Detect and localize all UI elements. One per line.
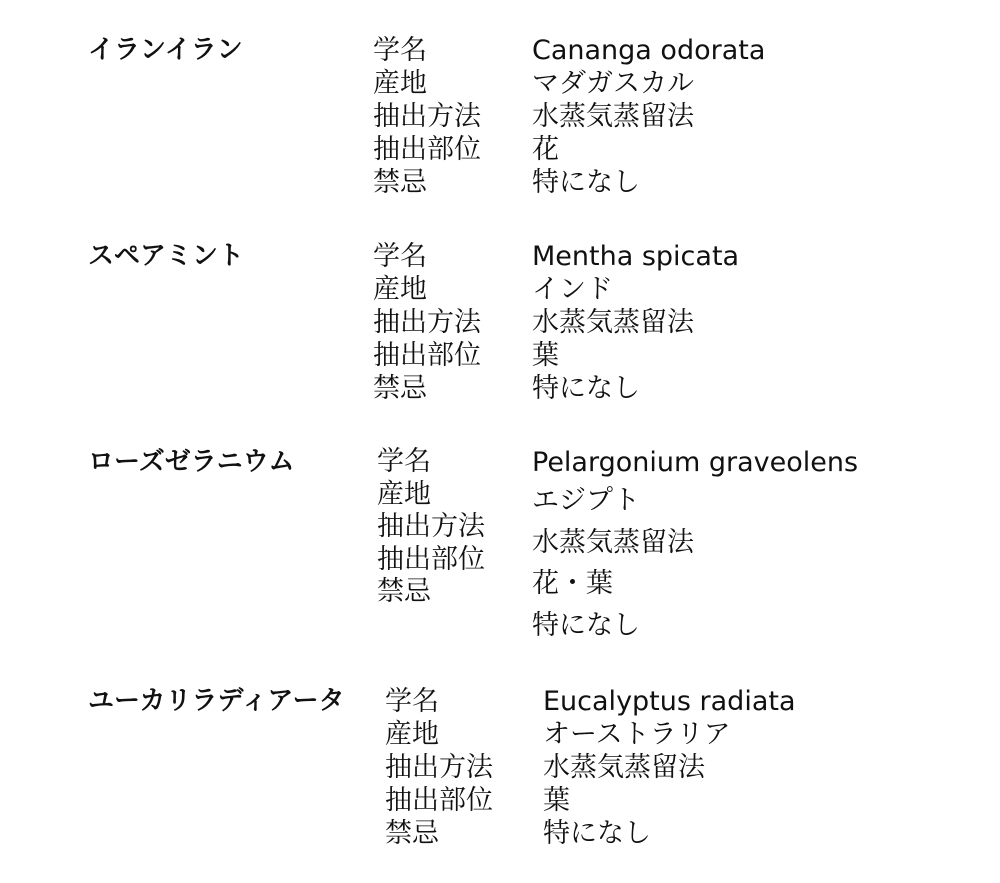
value-scientific-name: Eucalyptus radiata <box>543 686 796 717</box>
label-origin: 産地 <box>385 719 439 750</box>
label-extraction-method: 抽出方法 <box>373 101 481 132</box>
value-origin: オーストラリア <box>543 719 731 750</box>
label-origin: 産地 <box>373 68 427 99</box>
attribute-labels <box>373 34 481 199</box>
value-extraction-method: 水蒸気蒸留法 <box>532 101 694 132</box>
value-scientific-name: Mentha spicata <box>532 241 740 272</box>
label-origin: 産地 <box>377 478 431 510</box>
attribute-values <box>532 240 739 405</box>
value-contraindications: 特になし <box>532 167 640 198</box>
label-contraindications: 禁忌 <box>385 818 439 849</box>
label-scientific-name: 学名 <box>373 241 427 272</box>
value-extraction-part: 花 <box>532 134 559 165</box>
label-extraction-part: 抽出部位 <box>373 340 481 371</box>
attribute-labels <box>377 446 485 609</box>
label-extraction-method: 抽出方法 <box>385 752 493 783</box>
oil-name: ユーカリラディアータ <box>88 686 345 716</box>
attribute-values <box>543 685 796 850</box>
label-contraindications: 禁忌 <box>373 167 427 198</box>
label-scientific-name: 学名 <box>377 446 431 477</box>
label-extraction-part: 抽出部位 <box>377 543 485 575</box>
label-extraction-part: 抽出部位 <box>373 134 481 165</box>
label-scientific-name: 学名 <box>373 35 427 66</box>
value-scientific-name: Pelargonium graveolens <box>532 447 859 478</box>
oil-name: ローズゼラニウム <box>88 447 295 477</box>
label-extraction-part: 抽出部位 <box>385 785 493 816</box>
label-extraction-method: 抽出方法 <box>377 511 485 542</box>
label-extraction-method: 抽出方法 <box>373 307 481 338</box>
value-extraction-part: 葉 <box>543 785 570 816</box>
label-contraindications: 禁忌 <box>373 373 427 404</box>
value-contraindications: 特になし <box>532 609 640 641</box>
label-scientific-name: 学名 <box>385 686 439 717</box>
value-extraction-method: 水蒸気蒸留法 <box>532 526 694 558</box>
attribute-values <box>532 446 858 646</box>
oil-name: スペアミント <box>88 241 245 271</box>
value-extraction-part: 葉 <box>532 340 559 371</box>
label-origin: 産地 <box>373 274 427 305</box>
value-contraindications: 特になし <box>532 373 640 404</box>
attribute-values <box>532 34 765 199</box>
value-extraction-part: 花・葉 <box>532 568 613 599</box>
attribute-labels <box>373 240 481 405</box>
value-contraindications: 特になし <box>543 818 651 849</box>
value-origin: マダガスカル <box>532 68 694 99</box>
label-contraindications: 禁忌 <box>377 576 431 607</box>
value-scientific-name: Cananga odorata <box>532 35 766 66</box>
value-origin: インド <box>532 274 613 305</box>
attribute-labels <box>385 685 493 850</box>
oil-name: イランイラン <box>88 35 243 65</box>
value-extraction-method: 水蒸気蒸留法 <box>532 307 694 338</box>
value-origin: エジプト <box>532 485 640 516</box>
value-extraction-method: 水蒸気蒸留法 <box>543 752 705 783</box>
